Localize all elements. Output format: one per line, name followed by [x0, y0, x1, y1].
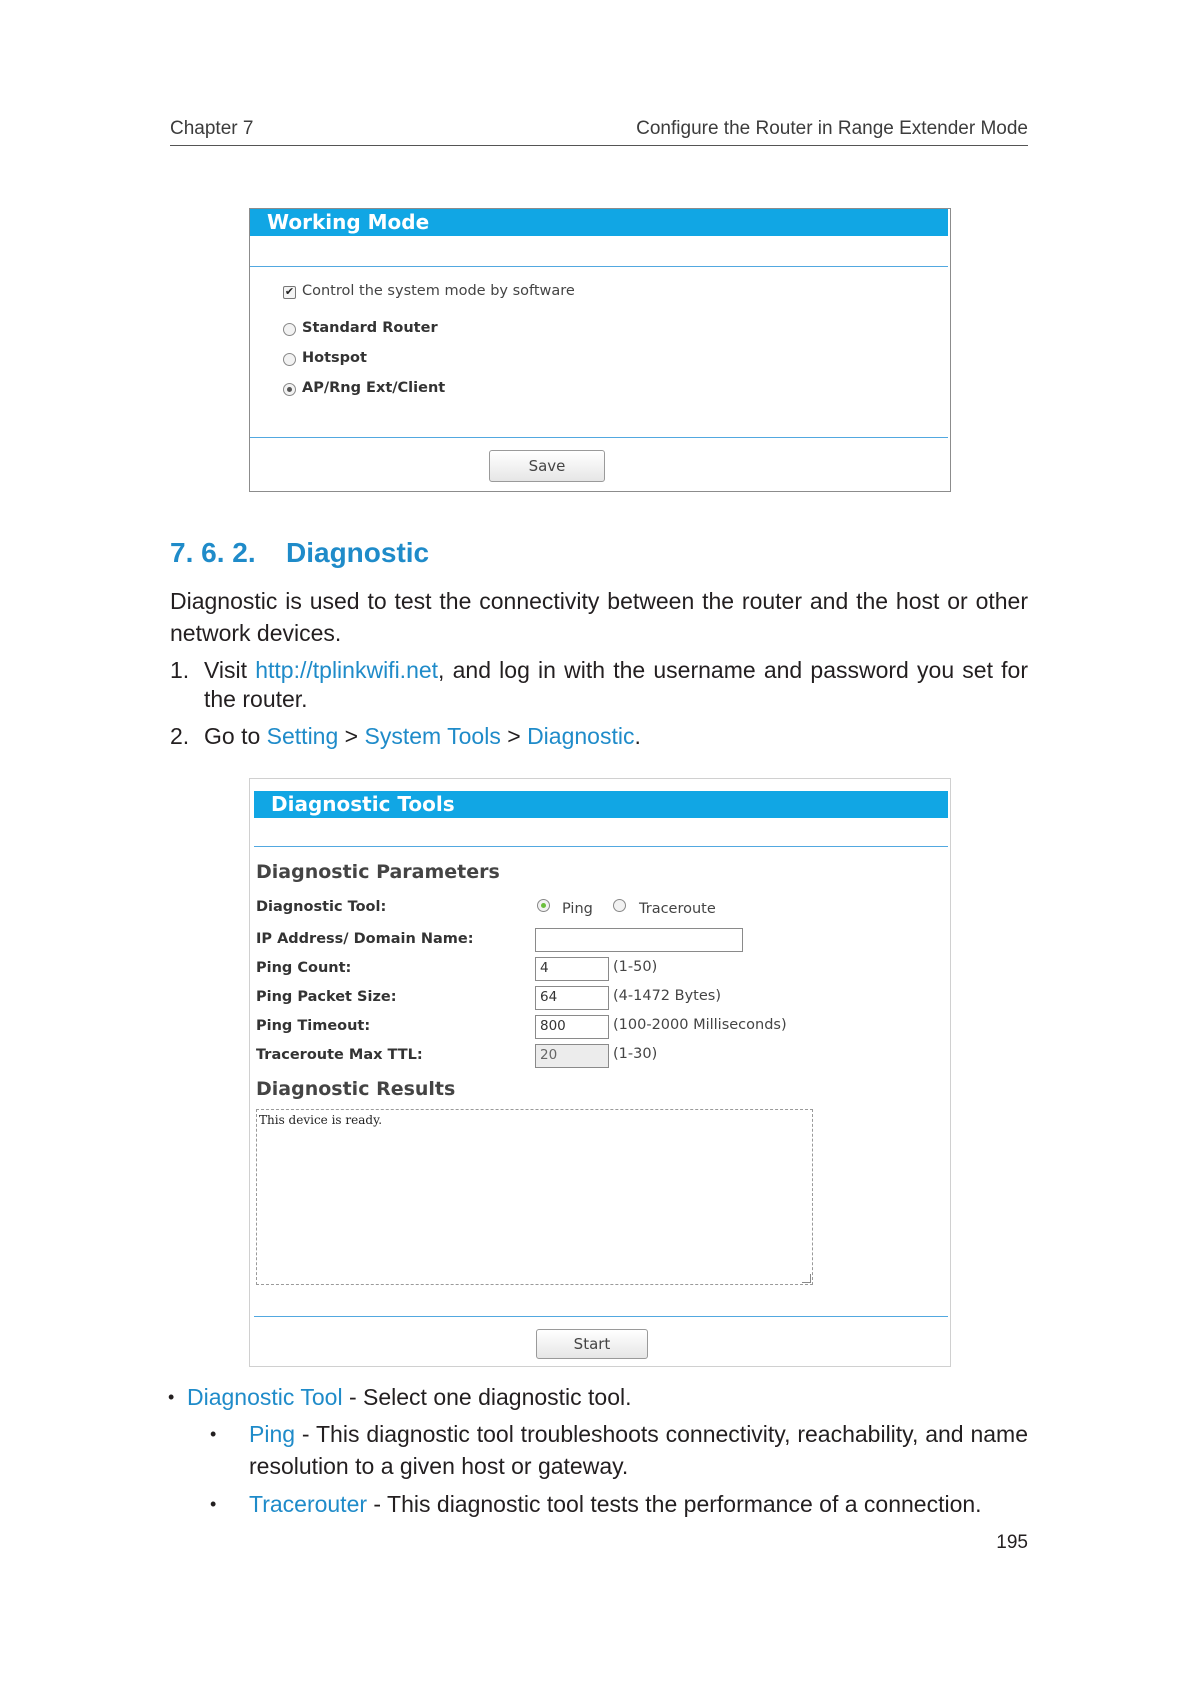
intro-line-2: network devices.	[170, 620, 342, 646]
step-1-number: 1.	[170, 657, 190, 683]
software-mode-checkbox[interactable]	[283, 286, 296, 299]
packet-size-label: Ping Packet Size:	[256, 989, 397, 1005]
step-2-end: .	[634, 723, 641, 749]
radio-traceroute[interactable]	[613, 899, 626, 912]
step-2-sep-2: >	[500, 723, 528, 749]
radio-ping[interactable]	[537, 899, 550, 912]
ping-timeout-hint: (100-2000 Milliseconds)	[613, 1017, 787, 1033]
resize-grip-icon[interactable]	[802, 1274, 811, 1283]
ping-count-hint: (1-50)	[613, 959, 658, 975]
bullet-3-marker: •	[210, 1494, 217, 1514]
chapter-title: Configure the Router in Range Extender Mode	[636, 118, 1028, 139]
diagnostic-tools-title: Diagnostic Tools	[254, 791, 948, 818]
radio-ap-rng-ext-client[interactable]	[283, 383, 296, 396]
diagnostic-tool-label: Diagnostic Tool:	[256, 899, 387, 915]
ping-count-input[interactable]: 4	[535, 957, 609, 981]
software-mode-label: Control the system mode by software	[302, 283, 575, 299]
results-text: This device is ready.	[259, 1113, 383, 1127]
diagnostic-link[interactable]: Diagnostic	[527, 723, 635, 749]
bullet-1-text: - Select one diagnostic tool.	[342, 1384, 632, 1410]
chapter-label: Chapter 7	[170, 118, 254, 139]
results-heading: Diagnostic Results	[256, 1078, 456, 1100]
label-ap-rng-ext-client: AP/Rng Ext/Client	[302, 380, 446, 396]
diag-divider-bottom	[254, 1316, 948, 1317]
ping-timeout-input[interactable]: 800	[535, 1015, 609, 1039]
step-1-post: , and log in with the username and password you set for	[438, 657, 1028, 683]
ping-count-label: Ping Count:	[256, 960, 352, 976]
max-ttl-hint: (1-30)	[613, 1046, 658, 1062]
bullet-2-marker: •	[210, 1424, 217, 1444]
section-number: 7. 6. 2.	[170, 537, 256, 568]
step-2-pre: Go to	[204, 723, 267, 749]
working-mode-panel	[249, 208, 951, 492]
packet-size-hint: (4-1472 Bytes)	[613, 988, 721, 1004]
tracerouter-link[interactable]: Tracerouter	[249, 1491, 368, 1517]
max-ttl-input[interactable]: 20	[535, 1044, 609, 1068]
bullet-3	[249, 1488, 982, 1520]
label-hotspot: Hotspot	[302, 350, 367, 366]
ping-timeout-label: Ping Timeout:	[256, 1018, 371, 1034]
bullet-2	[249, 1418, 1028, 1450]
step-1	[204, 654, 1028, 686]
max-ttl-label: Traceroute Max TTL:	[256, 1047, 423, 1063]
diagnostic-tools-panel	[249, 778, 951, 1367]
working-mode-title: Working Mode	[250, 209, 948, 236]
check-icon: ✔	[284, 286, 295, 298]
radio-hotspot[interactable]	[283, 353, 296, 366]
bullet-1-marker: •	[168, 1387, 175, 1407]
setting-link[interactable]: Setting	[266, 723, 339, 749]
params-heading: Diagnostic Parameters	[256, 861, 500, 883]
step-2-number: 2.	[170, 723, 190, 749]
label-ping: Ping	[562, 901, 593, 917]
divider-bottom	[250, 437, 948, 438]
packet-size-input[interactable]: 64	[535, 986, 609, 1010]
step-2-sep-1: >	[338, 723, 365, 749]
bullet-1	[187, 1381, 632, 1413]
system-tools-link[interactable]: System Tools	[364, 723, 501, 749]
label-traceroute: Traceroute	[639, 901, 716, 917]
section-title: Diagnostic	[286, 537, 430, 568]
diag-divider-top	[254, 846, 948, 847]
header-rule	[170, 145, 1028, 146]
step-1-pre: Visit	[204, 657, 256, 683]
diagnostic-tool-link[interactable]: Diagnostic Tool	[187, 1384, 343, 1410]
ping-link[interactable]: Ping	[249, 1421, 296, 1447]
page-number: 195	[996, 1532, 1028, 1553]
intro-line-1: Diagnostic is used to test the connectivity between the router and the host or other	[170, 588, 1028, 614]
tplinkwifi-link[interactable]: http://tplinkwifi.net	[255, 657, 439, 683]
bullet-3-text: - This diagnostic tool tests the performance of a connection.	[367, 1491, 982, 1517]
label-standard-router: Standard Router	[302, 320, 438, 336]
radio-standard-router[interactable]	[283, 323, 296, 336]
ip-address-input[interactable]	[535, 928, 743, 952]
bullet-2-line-2: resolution to a given host or gateway.	[249, 1453, 629, 1479]
step-1-line-2: the router.	[204, 686, 308, 712]
start-button[interactable]: Start	[536, 1329, 648, 1359]
bullet-2-text: - This diagnostic tool troubleshoots connectivity, reachability, and name	[295, 1421, 1028, 1447]
ip-address-label: IP Address/ Domain Name:	[256, 931, 474, 947]
results-textarea[interactable]	[256, 1109, 813, 1285]
save-button[interactable]: Save	[489, 450, 605, 482]
step-2	[204, 720, 641, 752]
divider-top	[250, 266, 948, 267]
